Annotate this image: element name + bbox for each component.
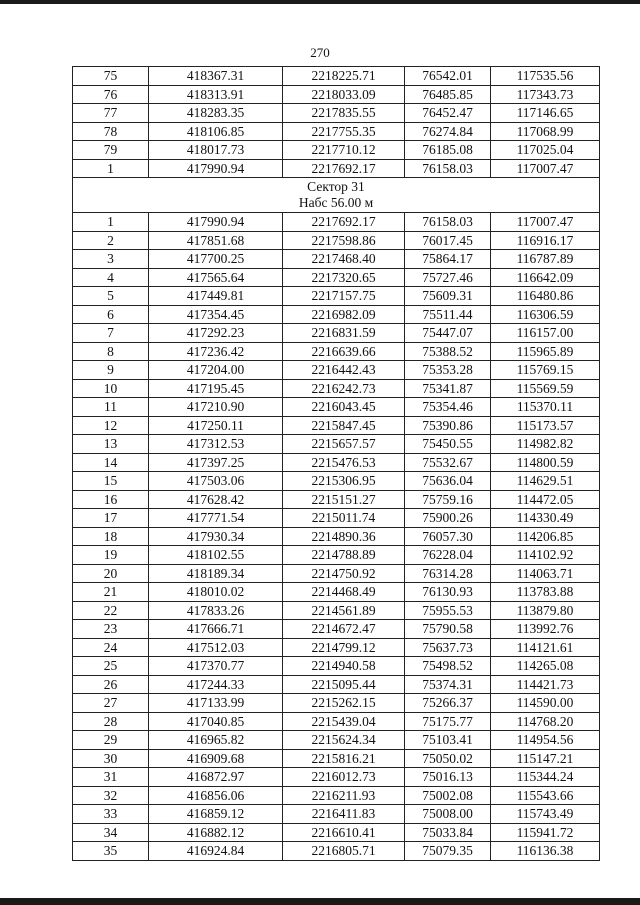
local-y-cell: 115147.21 — [491, 749, 600, 768]
x-coordinate-cell: 417312.53 — [149, 435, 283, 454]
point-number-cell: 5 — [73, 287, 149, 306]
y-coordinate-cell: 2216805.71 — [283, 842, 405, 861]
x-coordinate-cell: 418106.85 — [149, 122, 283, 141]
y-coordinate-cell: 2217835.55 — [283, 104, 405, 123]
local-x-cell: 75354.46 — [405, 398, 491, 417]
y-coordinate-cell: 2218225.71 — [283, 67, 405, 86]
y-coordinate-cell: 2216639.66 — [283, 342, 405, 361]
local-y-cell: 114121.61 — [491, 638, 600, 657]
table-row — [73, 731, 600, 750]
sector-header-cell — [73, 178, 600, 213]
y-coordinate-cell: 2216242.73 — [283, 379, 405, 398]
local-y-cell: 115173.57 — [491, 416, 600, 435]
x-coordinate-cell: 418283.35 — [149, 104, 283, 123]
local-x-cell: 76185.08 — [405, 141, 491, 160]
x-coordinate-cell: 418102.55 — [149, 546, 283, 565]
sector-title: Сектор 31 — [307, 179, 365, 194]
local-y-cell: 116136.38 — [491, 842, 600, 861]
point-number-cell: 77 — [73, 104, 149, 123]
local-x-cell: 75636.04 — [405, 472, 491, 491]
table-row — [73, 342, 600, 361]
local-y-cell: 114102.92 — [491, 546, 600, 565]
table-row — [73, 657, 600, 676]
local-y-cell: 114800.59 — [491, 453, 600, 472]
local-x-cell: 76228.04 — [405, 546, 491, 565]
y-coordinate-cell: 2215476.53 — [283, 453, 405, 472]
point-number-cell: 3 — [73, 250, 149, 269]
local-x-cell: 75955.53 — [405, 601, 491, 620]
y-coordinate-cell: 2214940.58 — [283, 657, 405, 676]
point-number-cell: 19 — [73, 546, 149, 565]
sector-subtitle: Набс 56.00 м — [298, 195, 374, 210]
table-row — [73, 842, 600, 861]
point-number-cell: 25 — [73, 657, 149, 676]
x-coordinate-cell: 418367.31 — [149, 67, 283, 86]
point-number-cell: 23 — [73, 620, 149, 639]
x-coordinate-cell: 417204.00 — [149, 361, 283, 380]
local-y-cell: 114063.71 — [491, 564, 600, 583]
local-y-cell: 114330.49 — [491, 509, 600, 528]
y-coordinate-cell: 2217692.17 — [283, 213, 405, 232]
local-y-cell: 117146.65 — [491, 104, 600, 123]
local-x-cell: 75727.46 — [405, 268, 491, 287]
local-y-cell: 114206.85 — [491, 527, 600, 546]
table-row — [73, 85, 600, 104]
point-number-cell: 22 — [73, 601, 149, 620]
local-x-cell: 75008.00 — [405, 805, 491, 824]
x-coordinate-cell: 417851.68 — [149, 231, 283, 250]
local-y-cell: 115769.15 — [491, 361, 600, 380]
table-row — [73, 620, 600, 639]
x-coordinate-cell: 417990.94 — [149, 159, 283, 178]
point-number-cell: 20 — [73, 564, 149, 583]
x-coordinate-cell: 416924.84 — [149, 842, 283, 861]
table-row — [73, 67, 600, 86]
local-y-cell: 114472.05 — [491, 490, 600, 509]
table-row — [73, 675, 600, 694]
table-row — [73, 122, 600, 141]
y-coordinate-cell: 2214561.89 — [283, 601, 405, 620]
x-coordinate-cell: 416909.68 — [149, 749, 283, 768]
local-x-cell: 75450.55 — [405, 435, 491, 454]
local-y-cell: 115941.72 — [491, 823, 600, 842]
y-coordinate-cell: 2217468.40 — [283, 250, 405, 269]
local-x-cell: 75532.67 — [405, 453, 491, 472]
table-row — [73, 141, 600, 160]
point-number-cell: 18 — [73, 527, 149, 546]
local-y-cell: 116642.09 — [491, 268, 600, 287]
table-row — [73, 786, 600, 805]
local-y-cell: 117025.04 — [491, 141, 600, 160]
local-x-cell: 76452.47 — [405, 104, 491, 123]
point-number-cell: 9 — [73, 361, 149, 380]
x-coordinate-cell: 417503.06 — [149, 472, 283, 491]
local-y-cell: 114629.51 — [491, 472, 600, 491]
y-coordinate-cell: 2215095.44 — [283, 675, 405, 694]
y-coordinate-cell: 2216411.83 — [283, 805, 405, 824]
point-number-cell: 4 — [73, 268, 149, 287]
y-coordinate-cell: 2216012.73 — [283, 768, 405, 787]
x-coordinate-cell: 417397.25 — [149, 453, 283, 472]
point-number-cell: 28 — [73, 712, 149, 731]
local-x-cell: 75390.86 — [405, 416, 491, 435]
local-x-cell: 75759.16 — [405, 490, 491, 509]
table-row — [73, 361, 600, 380]
x-coordinate-cell: 417990.94 — [149, 213, 283, 232]
point-number-cell: 17 — [73, 509, 149, 528]
x-coordinate-cell: 417040.85 — [149, 712, 283, 731]
y-coordinate-cell: 2214672.47 — [283, 620, 405, 639]
x-coordinate-cell: 417930.34 — [149, 527, 283, 546]
local-x-cell: 76057.30 — [405, 527, 491, 546]
local-y-cell: 114982.82 — [491, 435, 600, 454]
x-coordinate-cell: 418017.73 — [149, 141, 283, 160]
x-coordinate-cell: 417354.45 — [149, 305, 283, 324]
local-y-cell: 114421.73 — [491, 675, 600, 694]
y-coordinate-cell: 2217692.17 — [283, 159, 405, 178]
coordinates-table — [72, 66, 600, 861]
x-coordinate-cell: 417700.25 — [149, 250, 283, 269]
local-x-cell: 75002.08 — [405, 786, 491, 805]
x-coordinate-cell: 417565.64 — [149, 268, 283, 287]
local-x-cell: 75637.73 — [405, 638, 491, 657]
y-coordinate-cell: 2217710.12 — [283, 141, 405, 160]
local-x-cell: 76314.28 — [405, 564, 491, 583]
local-x-cell: 76274.84 — [405, 122, 491, 141]
point-number-cell: 26 — [73, 675, 149, 694]
table-row — [73, 694, 600, 713]
point-number-cell: 78 — [73, 122, 149, 141]
point-number-cell: 7 — [73, 324, 149, 343]
x-coordinate-cell: 418010.02 — [149, 583, 283, 602]
table-row — [73, 768, 600, 787]
y-coordinate-cell: 2214468.49 — [283, 583, 405, 602]
local-x-cell: 75050.02 — [405, 749, 491, 768]
local-x-cell: 75341.87 — [405, 379, 491, 398]
local-y-cell: 117068.99 — [491, 122, 600, 141]
x-coordinate-cell: 417666.71 — [149, 620, 283, 639]
scan-bottom-border — [0, 898, 640, 905]
point-number-cell: 34 — [73, 823, 149, 842]
local-x-cell: 75016.13 — [405, 768, 491, 787]
local-x-cell: 75353.28 — [405, 361, 491, 380]
table-body-previous-sector — [73, 67, 600, 178]
table-row — [73, 472, 600, 491]
x-coordinate-cell: 417250.11 — [149, 416, 283, 435]
local-x-cell: 76542.01 — [405, 67, 491, 86]
local-y-cell: 115743.49 — [491, 805, 600, 824]
table-row — [73, 823, 600, 842]
point-number-cell: 16 — [73, 490, 149, 509]
x-coordinate-cell: 417195.45 — [149, 379, 283, 398]
y-coordinate-cell: 2215816.21 — [283, 749, 405, 768]
y-coordinate-cell: 2217157.75 — [283, 287, 405, 306]
local-x-cell: 75864.17 — [405, 250, 491, 269]
y-coordinate-cell: 2215657.57 — [283, 435, 405, 454]
table-row — [73, 749, 600, 768]
local-x-cell: 75790.58 — [405, 620, 491, 639]
local-y-cell: 115965.89 — [491, 342, 600, 361]
local-x-cell: 76158.03 — [405, 159, 491, 178]
point-number-cell: 75 — [73, 67, 149, 86]
point-number-cell: 33 — [73, 805, 149, 824]
y-coordinate-cell: 2214890.36 — [283, 527, 405, 546]
y-coordinate-cell: 2215439.04 — [283, 712, 405, 731]
x-coordinate-cell: 417292.23 — [149, 324, 283, 343]
x-coordinate-cell: 417512.03 — [149, 638, 283, 657]
table-row — [73, 527, 600, 546]
local-x-cell: 76017.45 — [405, 231, 491, 250]
y-coordinate-cell: 2215306.95 — [283, 472, 405, 491]
point-number-cell: 24 — [73, 638, 149, 657]
point-number-cell: 13 — [73, 435, 149, 454]
table-row — [73, 398, 600, 417]
point-number-cell: 30 — [73, 749, 149, 768]
table-body-sector-31 — [73, 213, 600, 861]
point-number-cell: 79 — [73, 141, 149, 160]
page-number: 270 — [310, 45, 330, 60]
point-number-cell: 11 — [73, 398, 149, 417]
y-coordinate-cell: 2216043.45 — [283, 398, 405, 417]
y-coordinate-cell: 2215847.45 — [283, 416, 405, 435]
local-y-cell: 115344.24 — [491, 768, 600, 787]
table-row — [73, 546, 600, 565]
local-x-cell: 75374.31 — [405, 675, 491, 694]
local-y-cell: 116306.59 — [491, 305, 600, 324]
table-row — [73, 435, 600, 454]
point-number-cell: 14 — [73, 453, 149, 472]
local-y-cell: 116480.86 — [491, 287, 600, 306]
y-coordinate-cell: 2216442.43 — [283, 361, 405, 380]
local-y-cell: 114265.08 — [491, 657, 600, 676]
point-number-cell: 27 — [73, 694, 149, 713]
point-number-cell: 12 — [73, 416, 149, 435]
point-number-cell: 6 — [73, 305, 149, 324]
point-number-cell: 29 — [73, 731, 149, 750]
local-y-cell: 115543.66 — [491, 786, 600, 805]
point-number-cell: 76 — [73, 85, 149, 104]
local-x-cell: 75498.52 — [405, 657, 491, 676]
table-row — [73, 268, 600, 287]
local-y-cell: 117007.47 — [491, 159, 600, 178]
table-row — [73, 159, 600, 178]
point-number-cell: 32 — [73, 786, 149, 805]
table-row — [73, 379, 600, 398]
local-x-cell: 75609.31 — [405, 287, 491, 306]
local-x-cell: 75175.77 — [405, 712, 491, 731]
table-row — [73, 213, 600, 232]
table-row — [73, 490, 600, 509]
table-row — [73, 416, 600, 435]
local-y-cell: 116787.89 — [491, 250, 600, 269]
x-coordinate-cell: 416882.12 — [149, 823, 283, 842]
table-row — [73, 601, 600, 620]
point-number-cell: 21 — [73, 583, 149, 602]
table-row — [73, 231, 600, 250]
y-coordinate-cell: 2217755.35 — [283, 122, 405, 141]
y-coordinate-cell: 2218033.09 — [283, 85, 405, 104]
local-y-cell: 117535.56 — [491, 67, 600, 86]
y-coordinate-cell: 2216982.09 — [283, 305, 405, 324]
table-row — [73, 509, 600, 528]
point-number-cell: 15 — [73, 472, 149, 491]
local-y-cell: 116157.00 — [491, 324, 600, 343]
local-x-cell: 75103.41 — [405, 731, 491, 750]
y-coordinate-cell: 2215624.34 — [283, 731, 405, 750]
local-x-cell: 75511.44 — [405, 305, 491, 324]
x-coordinate-cell: 417133.99 — [149, 694, 283, 713]
x-coordinate-cell: 417210.90 — [149, 398, 283, 417]
table-row — [73, 104, 600, 123]
y-coordinate-cell: 2214750.92 — [283, 564, 405, 583]
table-row — [73, 287, 600, 306]
y-coordinate-cell: 2217320.65 — [283, 268, 405, 287]
y-coordinate-cell: 2216831.59 — [283, 324, 405, 343]
sector-header-row — [73, 178, 600, 213]
local-x-cell: 75447.07 — [405, 324, 491, 343]
local-y-cell: 115370.11 — [491, 398, 600, 417]
local-x-cell: 76158.03 — [405, 213, 491, 232]
table-row — [73, 564, 600, 583]
x-coordinate-cell: 418189.34 — [149, 564, 283, 583]
point-number-cell: 1 — [73, 159, 149, 178]
y-coordinate-cell: 2216211.93 — [283, 786, 405, 805]
x-coordinate-cell: 417833.26 — [149, 601, 283, 620]
x-coordinate-cell: 417244.33 — [149, 675, 283, 694]
point-number-cell: 10 — [73, 379, 149, 398]
y-coordinate-cell: 2215262.15 — [283, 694, 405, 713]
x-coordinate-cell: 417236.42 — [149, 342, 283, 361]
x-coordinate-cell: 416965.82 — [149, 731, 283, 750]
local-y-cell: 116916.17 — [491, 231, 600, 250]
x-coordinate-cell: 417771.54 — [149, 509, 283, 528]
local-y-cell: 114590.00 — [491, 694, 600, 713]
local-x-cell: 75900.26 — [405, 509, 491, 528]
x-coordinate-cell: 417628.42 — [149, 490, 283, 509]
local-x-cell: 76485.85 — [405, 85, 491, 104]
local-y-cell: 113783.88 — [491, 583, 600, 602]
x-coordinate-cell: 416856.06 — [149, 786, 283, 805]
local-y-cell: 117007.47 — [491, 213, 600, 232]
table-row — [73, 324, 600, 343]
table-row — [73, 250, 600, 269]
local-x-cell: 76130.93 — [405, 583, 491, 602]
point-number-cell: 8 — [73, 342, 149, 361]
y-coordinate-cell: 2216610.41 — [283, 823, 405, 842]
local-y-cell: 114954.56 — [491, 731, 600, 750]
table-row — [73, 453, 600, 472]
y-coordinate-cell: 2217598.86 — [283, 231, 405, 250]
local-y-cell: 114768.20 — [491, 712, 600, 731]
local-x-cell: 75033.84 — [405, 823, 491, 842]
x-coordinate-cell: 416859.12 — [149, 805, 283, 824]
x-coordinate-cell: 417449.81 — [149, 287, 283, 306]
local-x-cell: 75388.52 — [405, 342, 491, 361]
scan-top-border — [0, 0, 640, 4]
table-row — [73, 638, 600, 657]
point-number-cell: 1 — [73, 213, 149, 232]
x-coordinate-cell: 418313.91 — [149, 85, 283, 104]
local-x-cell: 75079.35 — [405, 842, 491, 861]
local-y-cell: 115569.59 — [491, 379, 600, 398]
local-y-cell: 117343.73 — [491, 85, 600, 104]
point-number-cell: 31 — [73, 768, 149, 787]
table-row — [73, 805, 600, 824]
point-number-cell: 35 — [73, 842, 149, 861]
local-y-cell: 113992.76 — [491, 620, 600, 639]
table-row — [73, 305, 600, 324]
x-coordinate-cell: 416872.97 — [149, 768, 283, 787]
local-x-cell: 75266.37 — [405, 694, 491, 713]
y-coordinate-cell: 2214788.89 — [283, 546, 405, 565]
sector-header — [73, 178, 600, 213]
y-coordinate-cell: 2215011.74 — [283, 509, 405, 528]
y-coordinate-cell: 2215151.27 — [283, 490, 405, 509]
local-y-cell: 113879.80 — [491, 601, 600, 620]
x-coordinate-cell: 417370.77 — [149, 657, 283, 676]
table-row — [73, 712, 600, 731]
y-coordinate-cell: 2214799.12 — [283, 638, 405, 657]
table-row — [73, 583, 600, 602]
point-number-cell: 2 — [73, 231, 149, 250]
